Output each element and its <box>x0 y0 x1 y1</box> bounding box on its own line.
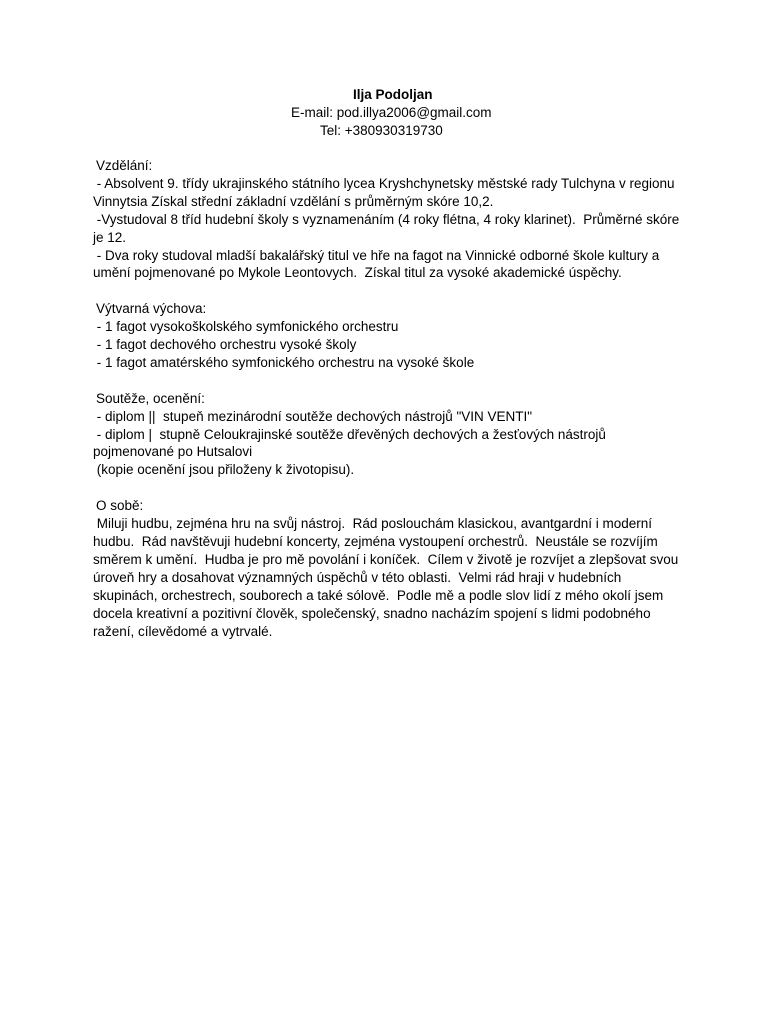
art-education-heading: Výtvarná výchova: <box>96 301 207 317</box>
person-name: Ilja Podoljan <box>353 87 433 102</box>
education-item: -Vystudoval 8 tříd hudební školy s vyznamenáním (4 roky flétna, 4 roky klarinet). Průměrné skóre je 12. <box>93 211 684 245</box>
education-item: - Absolvent 9. třídy ukrajinského státního lycea Kryshchynetsky městské rady Tulchyna v regionu Vinnytsia Získal střední základní vzdělání s průměrným skóre 10,2. <box>93 175 679 209</box>
education-section <box>93 157 683 282</box>
education-heading: Vzdělání: <box>96 158 153 173</box>
award-item: (kopie ocenění jsou přiloženy k životopisu). <box>93 462 355 478</box>
resume-body <box>93 157 683 658</box>
art-education-item: - 1 fagot vysokoškolského symfonického orchestru <box>93 319 399 335</box>
award-item: - diplom | stupně Celoukrajinské soutěže dřevěných dechových a žesťových nástrojů pojmenované po Hutsalovi <box>93 426 610 460</box>
awards-section <box>93 390 683 480</box>
awards-heading: Soutěže, ocenění: <box>96 390 205 406</box>
art-education-item: - 1 fagot amatérského symfonického orchestru na vysoké škole <box>93 354 475 370</box>
art-education-item: - 1 fagot dechového orchestru vysoké školy <box>93 337 357 353</box>
art-education-section <box>93 300 683 372</box>
education-item: - Dva roky studoval mladší bakalářský titul ve hře na fagot na Vinnické odborné škole kultury a umění pojmenované po Mykole Leontovych. Získal titul za vysoké akademické úspěchy. <box>93 247 664 281</box>
about-section <box>93 497 683 640</box>
award-item: - diplom || stupeň mezinárodní soutěže dechových nástrojů "VIN VENTI" <box>93 408 533 424</box>
about-text: Miluji hudbu, zejména hru na svůj nástroj. Rád poslouchám klasickou, avantgardní i moderní hudbu. Rád navštěvuji hudební koncerty, zejména vystoupení orchestrů. Neustále se rozvíjím směrem k umění. Hudba je pro mě povolání i koníček. Cílem v životě je rozvíjet a zlepšovat svou úroveň hry a dosahovat významných úspěchů v této oblasti. Velmi rád hraji v hudebních skupinách, orchestrech, souborech a také sólově. Podle mě a podle slov lidí z mého okolí jsem docela kreativní a pozitivní člověk, společenský, snadno nacházím spojení s lidmi podobného ražení, cílevědomé a vytrvalé. <box>93 516 683 639</box>
email-line: E-mail: pod.illya2006@gmail.com <box>291 105 492 120</box>
about-heading: O sobě: <box>96 498 144 514</box>
phone-line: Tel: +380930319730 <box>320 123 443 138</box>
